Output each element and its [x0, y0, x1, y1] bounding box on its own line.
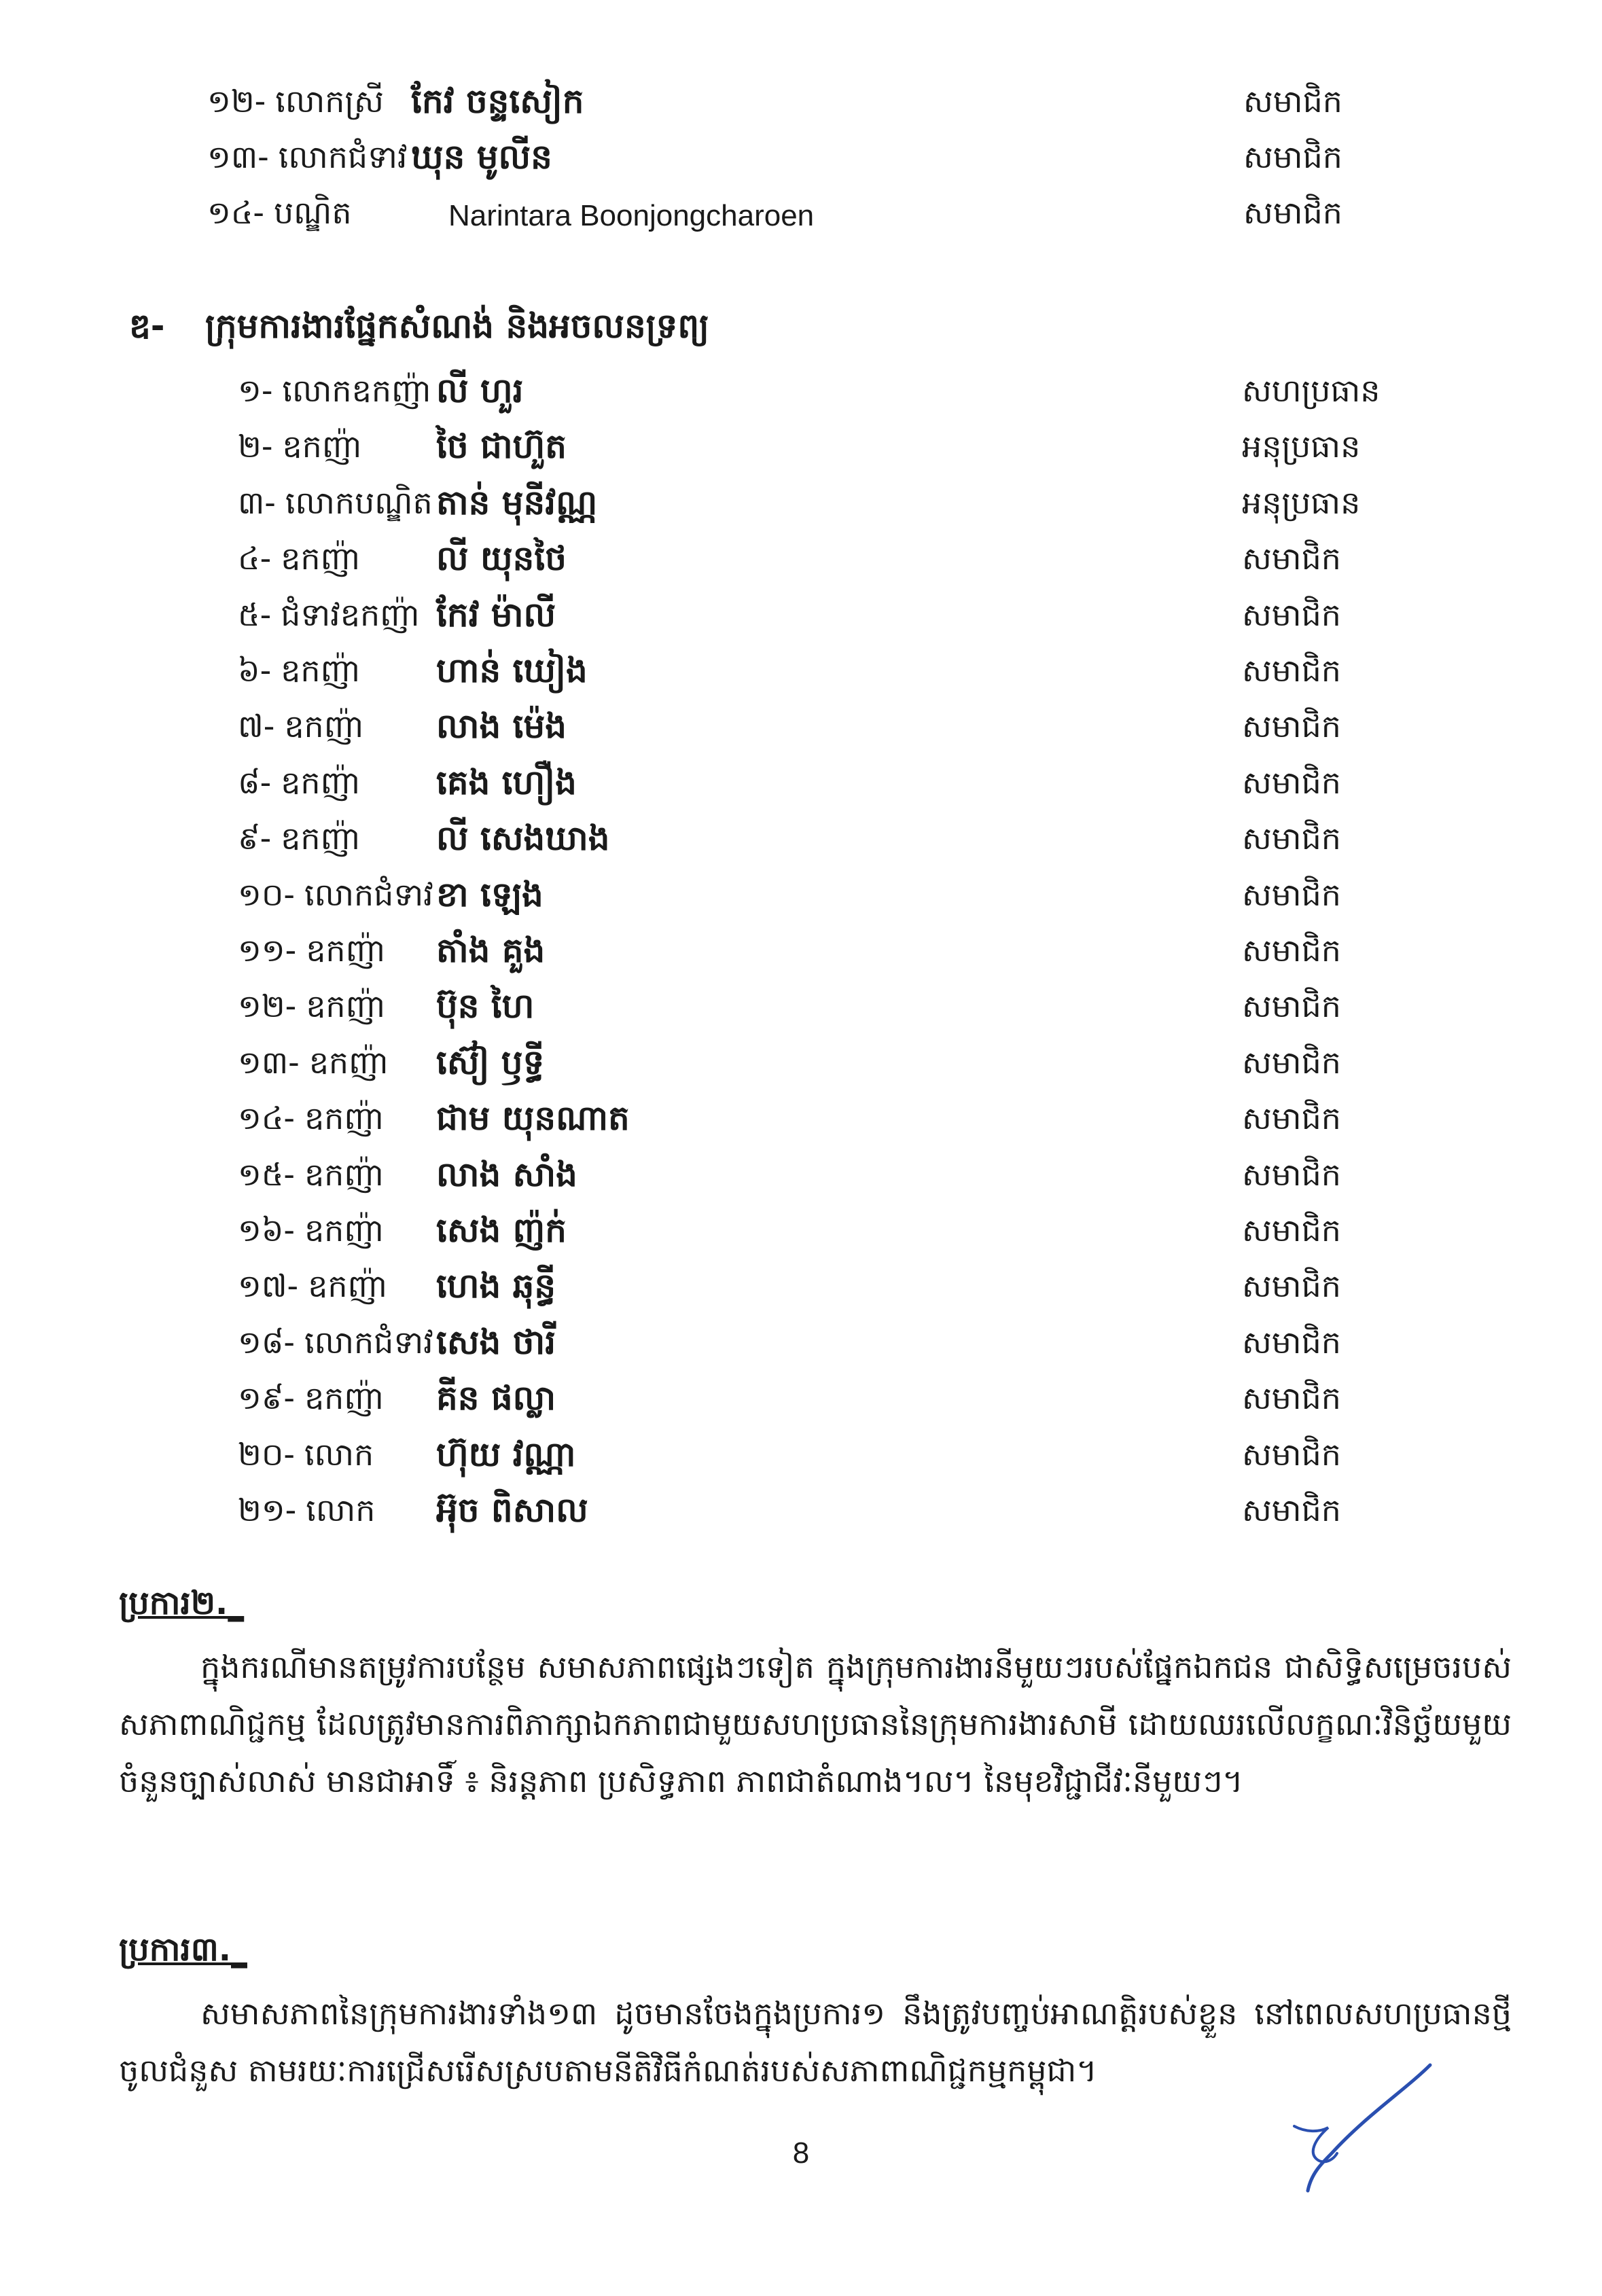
member-number: ១២-: [238, 987, 297, 1024]
member-title: លោកស្រី: [275, 82, 384, 120]
member-name: លាង ម៉េង: [436, 706, 567, 746]
member-row: [238, 1429, 1341, 1486]
member-role: សមាជិក: [1242, 596, 1341, 633]
member-number: ១៦-: [238, 1211, 295, 1249]
member-title: ឧកញ៉ា: [281, 651, 360, 689]
member-row: [207, 187, 1342, 245]
member-row: [207, 76, 1342, 133]
member-role: សមាជិក: [1242, 1211, 1341, 1249]
member-row: [238, 1261, 1341, 1318]
member-row: [238, 1485, 1341, 1542]
member-number: ៩-: [238, 819, 272, 857]
member-row: [207, 132, 1342, 189]
member-title: លោកជំទាវ: [304, 876, 433, 913]
member-number: ១៩-: [238, 1379, 295, 1416]
section-title: ក្រុមការងារផ្នែកសំណង់ និងអចលនទ្រព្យ: [205, 306, 710, 346]
member-title: លោកបណ្ឌិត: [285, 484, 433, 521]
member-role: សមាជិក: [1243, 82, 1342, 120]
member-role: សមាជិក: [1242, 764, 1341, 801]
member-name: ឃុន មូលីន: [411, 137, 552, 177]
member-title: លោកជំទាវ: [304, 1323, 433, 1361]
member-number: ២-: [238, 427, 273, 465]
member-row: [238, 1317, 1341, 1374]
article-3-text: សមាសភាពនៃក្រុមការងារទាំង១៣ ដូចមានចែងក្នុងប្រការ១ នឹងត្រូវបញ្ចប់អាណត្តិរបស់ខ្លួន នៅពេលសហប្រធានថ្មីចូលជំនួស តាមរយៈការជ្រើសរើសស្របតាមនីតិវិធីកំណត់របស់សភាពាណិជ្ជកម្មកម្ពុជា។: [119, 1995, 1512, 2089]
member-name: ខា ឡេង: [436, 874, 544, 914]
section-heading: [129, 299, 709, 360]
article-2-heading: ប្រការ២._: [119, 1584, 245, 1622]
member-number: ១៤-: [207, 194, 264, 231]
member-title: ជំទាវឧកញ៉ា: [281, 596, 420, 633]
signature-mark: [1291, 2051, 1454, 2194]
member-role: សមាជិក: [1243, 194, 1342, 231]
member-name: ជាម យុនណាត: [436, 1098, 630, 1138]
member-role: សមាជិក: [1242, 931, 1341, 969]
member-title: ឧកញ៉ា: [304, 1099, 384, 1136]
member-role: សមាជិក: [1242, 1323, 1341, 1361]
member-name: កែវ ម៉ាលី: [436, 594, 556, 634]
member-role: សមាជិក: [1242, 651, 1341, 689]
member-row: [238, 1149, 1341, 1206]
member-role: សហប្រធាន: [1242, 372, 1381, 409]
member-role: សមាជិក: [1242, 987, 1341, 1024]
member-name: លី ហួរ: [436, 370, 524, 410]
member-number: ១១-: [238, 931, 297, 969]
member-role: សមាជិក: [1242, 1435, 1341, 1473]
member-name: លី សេងឃាង: [436, 818, 610, 858]
member-title: លោក: [306, 1491, 376, 1528]
article-3-heading: ប្រការ៣._: [119, 1931, 247, 1969]
member-role: សមាជិក: [1243, 138, 1342, 175]
member-title: ឧកញ៉ា: [304, 1155, 384, 1193]
member-name: ស៊ៀ ឫទ្ធី: [436, 1042, 545, 1082]
member-name: គីន ផល្លា: [436, 1378, 556, 1418]
member-role: សមាជិក: [1242, 1099, 1341, 1136]
member-name: ប៊ុន ហៃ: [436, 986, 535, 1026]
member-number: ១៣-: [238, 1043, 300, 1081]
member-title: លោកជំទាវ: [278, 138, 408, 175]
member-row: [238, 590, 1341, 647]
member-row: [238, 1093, 1341, 1150]
member-name: តាំង គួង: [436, 930, 546, 970]
section-letter: ឌ-: [129, 306, 165, 346]
member-name: ហ៊ុយ វណ្ណា: [436, 1434, 576, 1474]
member-row: [238, 1373, 1341, 1430]
member-title: ឧកញ៉ា: [306, 931, 386, 969]
member-row: [238, 925, 1341, 982]
member-role: អនុប្រធាន: [1242, 484, 1361, 521]
member-number: ១៨-: [238, 1323, 295, 1361]
member-name: តាន់ មុនីវណ្ណ: [436, 482, 598, 522]
member-title: ឧកញ៉ា: [281, 819, 360, 857]
member-row: [238, 478, 1361, 535]
member-number: ១៧-: [238, 1267, 299, 1304]
member-title: ឧកញ៉ា: [306, 987, 386, 1024]
member-name: ថៃ ជាហ៊ួត: [436, 426, 567, 466]
member-number: ១៤-: [238, 1099, 295, 1136]
member-number: ១០-: [238, 876, 295, 913]
member-number: ៤-: [238, 539, 272, 577]
member-row: [238, 645, 1341, 702]
member-row: [238, 813, 1341, 870]
member-number: ១-: [238, 372, 273, 409]
member-role: សមាជិក: [1242, 876, 1341, 913]
member-title: ឧកញ៉ា: [308, 1043, 389, 1081]
member-role: សមាជិក: [1242, 1491, 1341, 1528]
member-number: ១២-: [207, 82, 266, 120]
member-role: សមាជិក: [1242, 707, 1341, 745]
member-role: សមាជិក: [1242, 1379, 1341, 1416]
member-row: [238, 1037, 1341, 1094]
member-number: ៨-: [238, 764, 272, 801]
member-row: [238, 365, 1381, 423]
member-title: ឧកញ៉ា: [308, 1267, 387, 1304]
member-number: ២០-: [238, 1435, 295, 1473]
member-title: ឧកញ៉ា: [282, 427, 362, 465]
member-name: លាង សាំង: [436, 1154, 577, 1194]
member-title: លោក: [304, 1435, 374, 1473]
member-title: ឧកញ៉ា: [281, 539, 360, 577]
member-row: [238, 1205, 1341, 1262]
member-row: [238, 421, 1361, 478]
member-number: ២១-: [238, 1491, 297, 1528]
member-title: ឧកញ៉ា: [304, 1211, 384, 1249]
member-name: ហេង ឆុន្ធី: [436, 1266, 556, 1306]
page-number: 8: [792, 2136, 810, 2170]
member-role: សមាជិក: [1242, 819, 1341, 857]
member-title: ឧកញ៉ា: [281, 764, 360, 801]
member-name: អ៊ុច ពិសាល: [436, 1490, 588, 1530]
member-row: [238, 533, 1341, 590]
member-row: [238, 701, 1341, 758]
member-row: [238, 869, 1341, 927]
member-role: សមាជិក: [1242, 539, 1341, 577]
member-name: សេង ញ៉ក់: [436, 1210, 567, 1250]
member-number: ៧-: [238, 707, 275, 745]
member-title: ឧកញ៉ា: [284, 707, 364, 745]
member-role: សមាជិក: [1242, 1043, 1341, 1081]
member-number: ១៣-: [207, 138, 269, 175]
member-role: សមាជិក: [1242, 1267, 1341, 1304]
member-number: ១៥-: [238, 1155, 295, 1193]
member-name: Narintara Boonjongcharoen: [448, 199, 815, 232]
member-title: បណ្ឌិត: [273, 194, 352, 231]
member-name: លី យុនថៃ: [436, 538, 567, 578]
member-name: គេង ហឿង: [436, 762, 577, 802]
member-row: [238, 757, 1341, 814]
member-name: កែវ ចន្ទសៀក: [411, 81, 584, 121]
member-number: ៥-: [238, 596, 272, 633]
member-title: ឧកញ៉ា: [304, 1379, 384, 1416]
member-number: ៦-: [238, 651, 272, 689]
member-row: [238, 981, 1341, 1038]
member-role: អនុប្រធាន: [1242, 427, 1361, 465]
member-number: ៣-: [238, 484, 276, 521]
member-name: សេង ថារី: [436, 1322, 556, 1362]
member-name: ហាន់ ឃៀង: [436, 650, 588, 690]
member-role: សមាជិក: [1242, 1155, 1341, 1193]
member-title: លោកឧកញ៉ា: [282, 372, 431, 409]
article-2-text: ក្នុងករណីមានតម្រូវការបន្ថែម សមាសភាពផ្សេងៗទៀត ក្នុងក្រុមការងារនីមួយៗរបស់ផ្នែកឯកជន ជាសិទ្ធិសម្រេចរបស់សភាពាណិជ្ជកម្ម ដែលត្រូវមានការពិភាក្សាឯកភាពជាមួយសហប្រធាននៃក្រុមការងារសាមី ដោយឈរលើលក្ខណៈវិនិច្ឆ័យមួយចំនួនច្បាស់លាស់ មានជាអាទិ៍ ៖ និរន្តភាព ប្រសិទ្ធភាព ភាពជាតំណាង។ល។ នៃមុខវិជ្ជាជីវៈនីមួយៗ។: [119, 1649, 1512, 1799]
